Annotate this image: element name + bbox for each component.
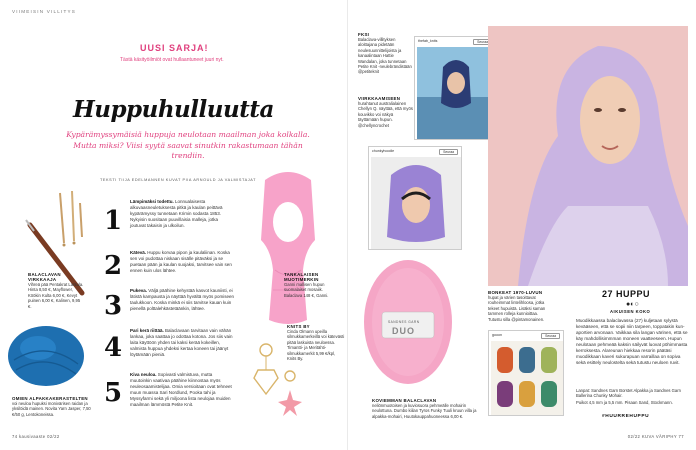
caption-post1 <box>358 32 414 75</box>
caption-ganni <box>284 272 340 298</box>
step-body: Huppu korvaa pipon ja kaulaliinan. Koska sen voi pudottaa niskaan sisälle pitäväksi ja se puetaan pään ja kaulan suojaksi, tarvitsee vain sen ennen kuin ulos lähtee. <box>130 250 232 273</box>
caption-1970s <box>488 290 548 322</box>
step-title: Pukeva. <box>130 288 148 293</box>
caption-hook-title: BALACLAVAN VIRKKAAJA <box>28 272 61 282</box>
follow-button[interactable]: Seuraa <box>541 333 560 339</box>
step-body: Sopivasti valmistuva, mutta muutoinkin vaativaa päähine kiinnostaa myös neuleosaamistelijaa. Omia versioitaan ovat tehneet muun muassa Sari Nordlund, Pooka tahi ja Myssyfarmi sekä yli miljoona lista neulojaa muiden maailman lämmöstä Petite Knit. <box>130 372 232 407</box>
post-photo <box>491 341 563 415</box>
caption-post1-title: FKSI <box>358 32 370 37</box>
post-photo <box>417 47 495 139</box>
step-text <box>130 372 235 407</box>
caption-duo <box>372 398 480 419</box>
caption-alpaca <box>12 396 94 417</box>
pattern-heading: 27 HUPPU <box>602 289 651 299</box>
pattern-yarn: Lanpat: Sandnes Garn Borstet Alpakka ja Sandnes Garn Ballerina Chunky Mohair. <box>576 388 681 399</box>
section-tag: VIIMEISIN VILLITYS <box>12 9 76 14</box>
follow-button[interactable]: Seuraa <box>473 39 492 45</box>
caption-post2-text: hurahtanut australialainen Chellyn Q. näyttää, että myös kouvikko voi näkyä täyttämään hupun. @chellyncrochet <box>358 101 413 128</box>
blue-yarn-image <box>6 320 86 390</box>
caption-alpaca-title: OMIEN ALPAKKAKERASTELTEN <box>12 396 88 401</box>
caption-duo-title: KOVIEMMAN BALACLAVAN <box>372 398 437 403</box>
caption-post2 <box>358 96 414 128</box>
step-text <box>130 288 235 312</box>
post-handle: thefab_knits <box>418 39 438 43</box>
post-handle: chunkyhoodie <box>372 149 395 153</box>
instagram-post-2[interactable] <box>368 146 462 250</box>
caption-1970s-text: hupat ja värien tasoittavat rouheimmat lintelihloosa, jotka tekeet hupuistä. Lisäksi saman tammen rolleja kunnioittaa. Tutustu silla @pintamonainen. <box>488 295 546 322</box>
step-body: Lonnualaisesta alkuvaasneuletuksesta pitkä ja kaulan peittävä kypärämyssy tunnetaan Krimin sodasta 1853. Nykyisin suositaan puuvillaisia malleja, jotka joutuvat takaisin ja ulkoilun. <box>130 199 223 228</box>
step-number: 1 <box>104 206 123 236</box>
caption-knitsby-title: KNITS BY <box>287 324 310 329</box>
series-subtitle: Tästä käsityöilmiöt ovat hullaantuneet juuri nyt. <box>120 57 224 63</box>
right-page <box>348 0 696 450</box>
level-label: AIKUISEN KOKO <box>610 309 651 314</box>
caption-duo-text: neliönmuotoisen ja kuviosuora pehmeälle mohairin neulottuna. Dumbo kiilan Tyros Funky Tuuli kruun villa ja alpakka-mohairi, Huutokauppahuoneessa 6,00 €. <box>372 403 477 419</box>
pink-balaclava-image <box>245 170 331 330</box>
caption-knitsby <box>287 324 345 361</box>
footer-left: 74 kausivaaste 02/22 <box>12 434 60 439</box>
step-number: 4 <box>104 333 123 363</box>
yarn-label-brand: DUO <box>392 326 415 336</box>
post-photo <box>371 157 461 249</box>
caption-ganni-text: Ganni mallisen hupun suomalaiset mosaiik. Balaclava 148 €, Ganni. <box>284 282 329 298</box>
step-title: Lämpimäksi todettu. <box>130 199 174 204</box>
caption-post1-text: Balaclava-villityksen aloittajana pidetään neulesuunnittelijoista ja kanaalintaan Hattie Wandalan, joka tunnetaan Petite Knit -neulebrändistään @petiteknit <box>358 37 412 75</box>
caption-alpaca-text: voi neuloa hupuksi monivärisen raidan ja yksilöidä mainen. Novita Yarn Jasper, 7,50 €/50 g, Lentokoneissa. <box>12 401 91 417</box>
pattern-hashtag: #HUURREHUPPU <box>602 414 650 419</box>
lead-paragraph: Kypärämyssymäisiä huppuja neulotaan maailman joka kolkalla. Mutta miksi? Viisi syytä saavat sinutkin rakastumaan tähän trendiin. <box>66 130 310 160</box>
step-text <box>130 199 235 229</box>
follow-button[interactable]: Seuraa <box>439 149 458 155</box>
step-number: 2 <box>104 251 123 281</box>
step-number: 5 <box>104 378 123 408</box>
difficulty-icon: ●◐○ <box>626 301 639 308</box>
pattern-needles: Puikot 4,5 mm ja 5,5 mm. Pisaan Sand, Stockmann. <box>576 400 673 405</box>
step-text <box>130 328 235 358</box>
caption-knitsby-text: Cinda Olmann upeilla silmukkamerkeillä voi kätevästi pitää laskuista neuloessa. Timantti- ja Meritähti-silmukkamerkit 5,99 €/kpl, Knits By. <box>287 329 345 362</box>
post-handle: gooon <box>492 333 502 337</box>
credits: TEKSTI TIIJA EDELMANNEN KUVAT PIIA ARNOULD JA VALMISTAJAT <box>100 178 257 182</box>
caption-hook <box>28 272 84 309</box>
footer-right: 02/22 KUVA VÄRIPHY 77 <box>627 434 684 439</box>
step-title: Pari kerä riittää. <box>130 328 164 333</box>
instagram-post-1[interactable] <box>414 36 496 140</box>
page-title: Huppuhulluutta <box>73 96 274 123</box>
step-body: Balaclavaan tarvitaan vain vähän lankaa, joka saattaa jo odottaa kotona. Jos siis vain laita käyttöön yhden tai kaksi kerää kokeillen, valmista huppua yhdeksi kertaa koneen tai jäänyt löytämään pieniä. <box>130 328 233 357</box>
step-body: Väljä päähine kehystää kasvot kauniisti, ei lätistä kampausta ja näyttää hyvältä myös pomiseen taulukkoon. Koska minkä ei siis tarvitse kauan kuin pienellä polttalehkästetäänkin, lähtee. <box>130 288 235 311</box>
step-title: Kätevä. <box>130 250 147 255</box>
step-number: 3 <box>104 291 123 321</box>
caption-hook-text: Vihreä pää Pentakrat Lantula. Hinta 8,50 €, Mayflower, Köökin Kulta 6,00 €, Kevyt puinen 6,00 €, Kalinen, 9,95 €. <box>28 282 84 309</box>
pattern-body: Muodikkaassa balaclavassa (27) kuljetaan sylystä kevääseen, että se sopii niin tarpeen, toppatakin kun-aportien arvonaan. Vaikkaa sila langan värinen, että se käy mahdollisimmman moneen vaatteeseen. Hupun neulotaan pehmeää kaksin säilyvät luovat pöhimmasta kerroksesta. Alareunan hiekkaa resorin päätäsi muodikkaan kaveri sukurapuan varraillaa on sopiva sekä esittely neulostelta sekä tutustu neuloen ruvit. <box>576 318 688 365</box>
yarn-label-maker: SANDNES GARN <box>388 320 420 324</box>
series-label: UUSI SARJA! <box>140 43 209 53</box>
caption-post2-title: VIIRKKAAMISEEN <box>358 96 401 101</box>
caption-ganni-title: TANKALAISEN MUOTIMERKIN <box>284 272 319 282</box>
instagram-post-3[interactable] <box>488 330 564 416</box>
step-title: Kiva neuloa. <box>130 372 157 377</box>
step-text <box>130 250 235 274</box>
model-photo <box>488 26 688 286</box>
caption-1970s-title: BONKEAT 1970-LUVUN <box>488 290 543 295</box>
